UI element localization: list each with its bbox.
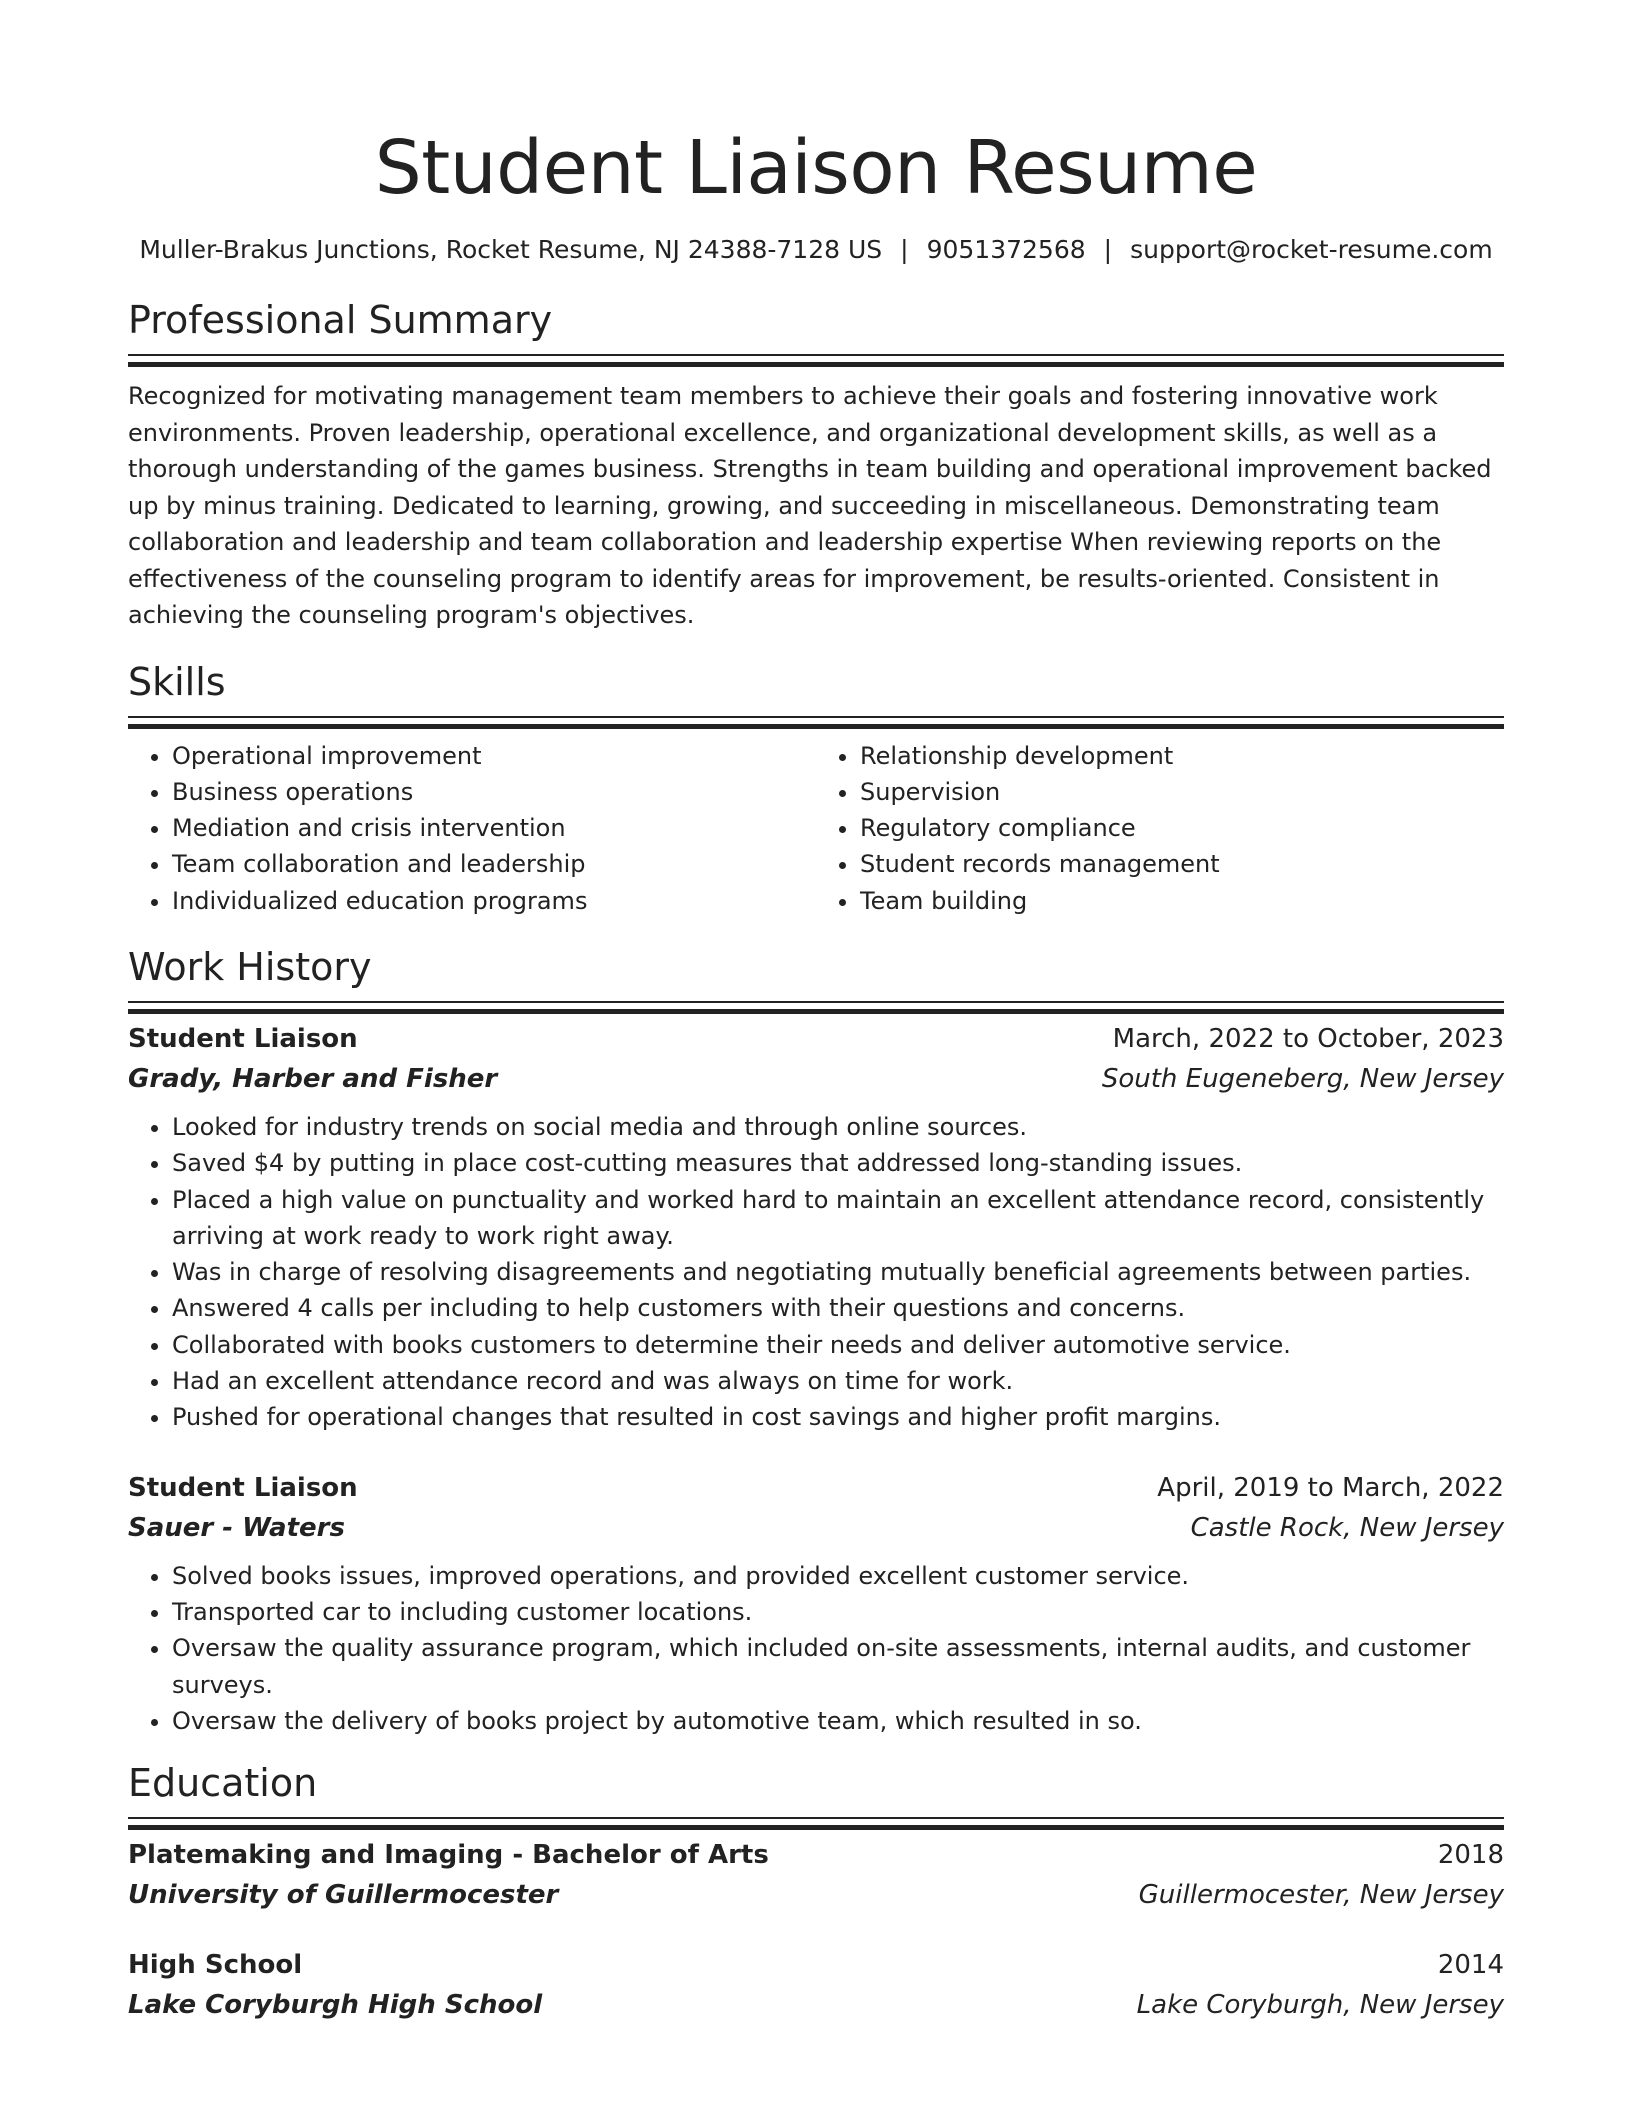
education-degree: High School xyxy=(128,1950,303,1981)
job-bullet: • Looked for industry trends on social media and through online sources. xyxy=(172,1109,1504,1145)
summary-heading: Professional Summary xyxy=(128,298,553,342)
job-bullet: • Was in charge of resolving disagreements and negotiating mutually beneficial agreements between parties. xyxy=(172,1254,1504,1290)
education-entry xyxy=(128,1835,1504,1915)
skills-section xyxy=(128,658,1504,919)
contact-email: support@rocket-resume.com xyxy=(1130,235,1493,264)
job-bullet: • Solved books issues, improved operations, and provided excellent customer service. xyxy=(172,1558,1504,1594)
resume-page xyxy=(128,0,1504,2025)
job-bullet: • Saved $4 by putting in place cost-cutting measures that addressed long-standing issues. xyxy=(172,1145,1504,1181)
skill-item: • Operational improvement xyxy=(172,738,816,774)
job-dates: March, 2022 to October, 2023 xyxy=(1112,1023,1504,1054)
education-entry xyxy=(128,1945,1504,2025)
education-section xyxy=(128,1759,1504,2025)
skill-item: • Team collaboration and leadership xyxy=(172,846,816,882)
job-bullet: • Answered 4 calls per including to help customers with their questions and concerns. xyxy=(172,1290,1504,1326)
job-bullet: • Had an excellent attendance record and was always on time for work. xyxy=(172,1363,1504,1399)
education-year: 2014 xyxy=(1437,1950,1504,1981)
skills-columns xyxy=(128,738,1504,919)
skill-item: • Mediation and crisis intervention xyxy=(172,810,816,846)
education-location: Guillermocester, New Jersey xyxy=(1138,1880,1504,1911)
job-bullets xyxy=(128,1109,1504,1436)
skill-item: • Regulatory compliance xyxy=(860,810,1504,846)
job-entry xyxy=(128,1019,1504,1436)
section-divider xyxy=(128,1817,1504,1819)
skill-item: • Individualized education programs xyxy=(172,883,816,919)
education-heading: Education xyxy=(128,1761,318,1806)
job-dates: April, 2019 to March, 2022 xyxy=(1157,1472,1504,1503)
section-divider xyxy=(128,1001,1504,1003)
skills-list-left xyxy=(128,738,816,919)
summary-text: Recognized for motivating management team members to achieve their goals and fostering innovative work environments. Proven leadership, operational excellence, and organizational development skills, as well as a thorough understanding of the games business. Strengths in team building and operational improvement backed up by minus training. Dedicated to learning, growing, and succeeding in miscellaneous. Demonstrating team collaboration and leadership and team collaboration and leadership expertise When reviewing reports on the effectiveness of the counseling program to identify areas for improvement, be results-oriented. Consistent in achieving the counseling program's objectives. xyxy=(128,382,1492,629)
job-bullet: • Oversaw the quality assurance program, which included on-site assessments, internal audits, and customer surveys. xyxy=(172,1630,1504,1703)
summary-section xyxy=(128,296,1504,634)
job-bullet: • Oversaw the delivery of books project by automotive team, which resulted in so. xyxy=(172,1703,1504,1739)
section-divider xyxy=(128,716,1504,718)
job-location: South Eugeneberg, New Jersey xyxy=(1101,1063,1504,1094)
job-location: Castle Rock, New Jersey xyxy=(1190,1512,1504,1543)
contact-address: Muller-Brakus Junctions, Rocket Resume, NJ 24388-7128 US xyxy=(139,235,883,264)
contact-separator: | xyxy=(1103,235,1113,264)
skills-heading: Skills xyxy=(128,659,226,704)
job-bullets xyxy=(128,1558,1504,1739)
job-bullet: • Placed a high value on punctuality and worked hard to maintain an excellent attendance record, consistently arriving at work ready to work right away. xyxy=(172,1182,1504,1255)
education-location: Lake Coryburgh, New Jersey xyxy=(1136,1990,1504,2021)
education-school: University of Guillermocester xyxy=(128,1880,559,1911)
contact-separator: | xyxy=(900,235,909,264)
job-title: Student Liaison xyxy=(128,1472,358,1503)
skill-item: • Supervision xyxy=(860,774,1504,810)
section-divider xyxy=(128,354,1504,356)
education-school: Lake Coryburgh High School xyxy=(128,1990,543,2021)
education-degree: Platemaking and Imaging - Bachelor of Arts xyxy=(128,1840,769,1871)
work-heading: Work History xyxy=(128,944,372,989)
work-section xyxy=(128,943,1504,1739)
job-bullet: • Collaborated with books customers to determine their needs and deliver automotive service. xyxy=(172,1327,1504,1363)
job-entry xyxy=(128,1468,1504,1739)
job-company: Sauer - Waters xyxy=(128,1512,345,1543)
resume-title: Student Liaison Resume xyxy=(374,125,1258,211)
job-title: Student Liaison xyxy=(128,1023,358,1054)
skill-item: • Team building xyxy=(860,883,1504,919)
job-bullet: • Transported car to including customer locations. xyxy=(172,1594,1504,1630)
skills-list-right xyxy=(816,738,1504,919)
contact-phone: 9051372568 xyxy=(926,235,1086,264)
education-year: 2018 xyxy=(1437,1840,1504,1871)
contact-line xyxy=(128,234,1504,266)
skill-item: • Relationship development xyxy=(860,738,1504,774)
skill-item: • Student records management xyxy=(860,846,1504,882)
job-company: Grady, Harber and Fisher xyxy=(128,1063,498,1094)
job-bullet: • Pushed for operational changes that resulted in cost savings and higher profit margins. xyxy=(172,1399,1504,1435)
skill-item: • Business operations xyxy=(172,774,816,810)
